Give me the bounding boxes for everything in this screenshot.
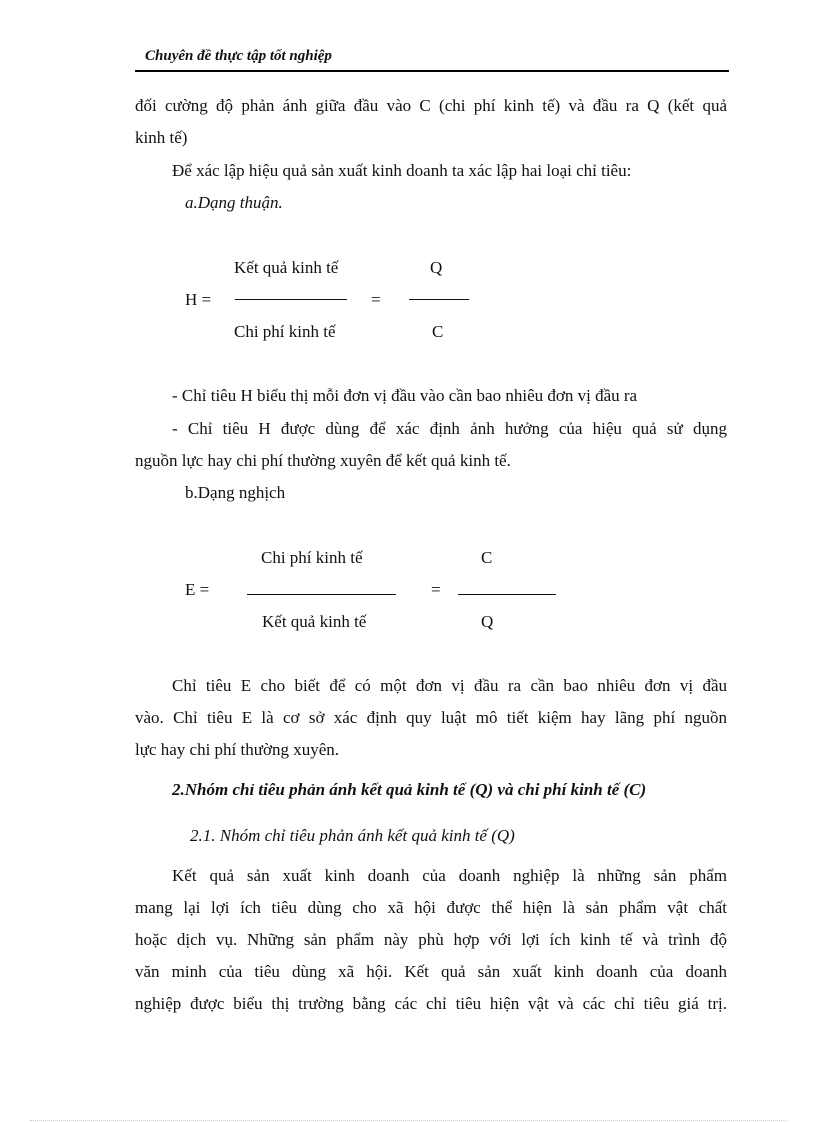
para-final-line3: hoặc dịch vụ. Những sản phẩm này phù hợp với lợi ích kinh tế và trình độ <box>135 930 727 949</box>
bullet-h-1: - Chỉ tiêu H biểu thị mỗi đơn vị đầu vào cần bao nhiêu đơn vị đầu ra <box>172 386 638 405</box>
bullet-h-2-line1: - Chỉ tiêu H được dùng để xác định ảnh hưởng của hiệu quả sử dụng <box>172 419 727 438</box>
para1-line2: kinh tế) <box>135 128 188 147</box>
header-title: Chuyên đề thực tập tốt nghiệp <box>145 48 332 64</box>
formula-e-fraction-bar-2 <box>458 594 556 595</box>
formula-h-fraction-bar-2 <box>409 299 469 300</box>
para-final-line2: mang lại lợi ích tiêu dùng cho xã hội được thể hiện là sản phẩm vật chất <box>135 898 727 917</box>
formula-h-denominator-text: Chi phí kinh tế <box>234 322 336 341</box>
formula-e-lhs: E = <box>185 580 210 599</box>
formula-e-numerator-text: Chi phí kinh tế <box>261 548 363 567</box>
formula-e-numerator-symbol: C <box>481 548 493 567</box>
para1-line1: đối cường độ phản ánh giữa đầu vào C (chi phí kinh tế) và đầu ra Q (kết quả <box>135 96 727 115</box>
formula-h-numerator-text: Kết quả kinh tế <box>234 258 339 277</box>
formula-e-denominator-text: Kết quả kinh tế <box>262 612 367 631</box>
formula-e-equals: = <box>431 580 441 599</box>
para-final-line5: nghiệp được biểu thị trường bằng các chỉ tiêu hiện vật và các chỉ tiêu giá trị. <box>135 994 727 1013</box>
intro-text: Để xác lập hiệu quả sản xuất kinh doanh ta xác lập hai loại chỉ tiêu: <box>172 161 632 180</box>
para-e-line3: lực hay chi phí thường xuyên. <box>135 740 339 759</box>
section-a-title: a.Dạng thuận. <box>185 193 283 212</box>
formula-h-lhs: H = <box>185 290 212 309</box>
formula-e-denominator-symbol: Q <box>481 612 494 631</box>
formula-e-fraction-bar-1 <box>247 594 396 595</box>
para-e-line1: Chỉ tiêu E cho biết để có một đơn vị đầu ra cần bao nhiêu đơn vị đầu <box>172 676 727 695</box>
formula-h-numerator-symbol: Q <box>430 258 443 277</box>
para-e-line2: vào. Chỉ tiêu E là cơ sở xác định quy luật mô tiết kiệm hay lãng phí nguồn <box>135 708 727 727</box>
heading-2: 2.Nhóm chỉ tiêu phản ánh kết quả kinh tế (Q) và chi phí kinh tế (C) <box>172 780 647 799</box>
bullet-h-2-line2: nguồn lực hay chi phí thường xuyên để kết quả kinh tế. <box>135 451 511 470</box>
para-final-line4: văn minh của tiêu dùng xã hội. Kết quả sản xuất kinh doanh của doanh <box>135 962 727 981</box>
section-b-title: b.Dạng nghịch <box>185 483 286 502</box>
page-header <box>135 48 729 72</box>
formula-h-equals: = <box>371 290 381 309</box>
formula-h-fraction-bar-1 <box>235 299 347 300</box>
heading-2-1: 2.1. Nhóm chỉ tiêu phản ánh kết quả kinh tế (Q) <box>190 826 515 845</box>
formula-h-denominator-symbol: C <box>432 322 444 341</box>
page-bottom-edge <box>30 1120 786 1122</box>
para-final-line1: Kết quả sản xuất kinh doanh của doanh nghiệp là những sản phẩm <box>172 866 727 885</box>
